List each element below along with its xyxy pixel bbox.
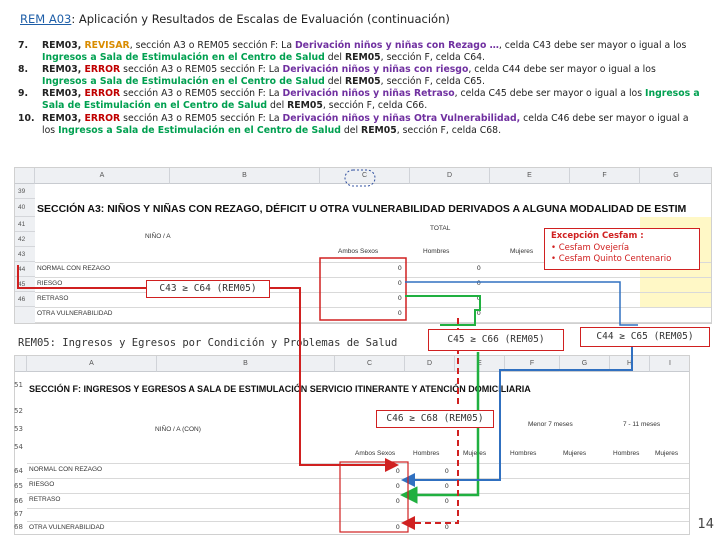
header-menor-7-meses: Menor 7 meses <box>528 421 573 428</box>
cell-d65[interactable]: 0 <box>445 483 449 490</box>
header-sub: Hombres <box>613 450 640 457</box>
col-header-f[interactable]: F <box>570 168 640 184</box>
header-nino: NIÑO / A (CON) <box>155 426 201 433</box>
rule-text: Derivación niños y niñas con riesgo <box>282 64 469 76</box>
rule-text: , celda C43 debe ser mayor o igual a los <box>498 40 687 51</box>
section-a3-title: SECCIÓN A3: NIÑOS Y NIÑAS CON REZAGO, DÉFICIT U OTRA VULNERABILIDAD DERIVADOS A ALGUNA MODALIDAD DE ESTIM <box>37 203 687 215</box>
cell-c68[interactable]: 0 <box>396 524 400 531</box>
rule-text: ERROR <box>84 112 121 124</box>
row-header[interactable]: 44 <box>15 262 35 277</box>
rule-text: del <box>267 100 288 112</box>
rule-text: ERROR <box>84 64 121 76</box>
header-sub: Mujeres <box>655 450 679 457</box>
cell-d68[interactable]: 0 <box>445 524 449 531</box>
row-header[interactable]: 39 <box>15 184 35 199</box>
rule-text: REM05 <box>344 52 381 64</box>
rule-text: REM03, <box>42 88 85 100</box>
header-sub: Hombres <box>510 450 537 457</box>
col-header-a[interactable]: A <box>35 168 170 184</box>
rule-text: ERROR <box>84 88 121 100</box>
row-label-rezago: NORMAL CON REZAGO <box>29 466 103 473</box>
exception-item: • Cesfam Ovejería <box>551 242 630 253</box>
row-header[interactable]: 65 <box>14 482 23 490</box>
col-header-g[interactable]: G <box>640 168 712 184</box>
header-hombres: Hombres <box>413 450 440 457</box>
col-header-f[interactable]: F <box>505 356 560 372</box>
exception-item: • Cesfam Quinto Centenario <box>551 254 672 264</box>
row-label-rezago: NORMAL CON REZAGO <box>37 265 111 272</box>
col-header-g[interactable]: G <box>560 356 610 372</box>
rule-text: REM05 <box>287 100 323 112</box>
rule-text: Derivación niños y niñas Retraso <box>282 88 455 100</box>
col-header-c[interactable]: C <box>335 356 405 372</box>
row-label-riesgo: RIESGO <box>37 280 63 287</box>
cell-d45[interactable]: 0 <box>477 295 481 302</box>
arrow-c45 <box>405 296 480 325</box>
rule-text: Ingresos a Sala de Estimulación en el Centro de Salud <box>58 124 341 136</box>
header-ambos-sexos: Ambos Sexos <box>338 248 379 255</box>
rule-text: , sección F, celda C68. <box>396 124 502 136</box>
rule-text: celda C46 debe ser mayor o igual a los <box>42 112 689 136</box>
cell-d43[interactable]: 0 <box>477 265 481 272</box>
arrow-c43 <box>18 265 148 288</box>
arrow-c46-c68 <box>405 430 458 523</box>
col-header-i[interactable]: I <box>650 356 690 372</box>
col-header-h[interactable]: H <box>610 356 650 372</box>
col-header-d[interactable]: D <box>405 356 455 372</box>
rule-text: REVISAR <box>84 40 130 51</box>
highlight-box <box>320 258 406 320</box>
rule-number: 8. <box>18 64 29 76</box>
cell-d66[interactable]: 0 <box>445 498 449 505</box>
col-header-e[interactable]: E <box>490 168 570 184</box>
row-header[interactable]: 46 <box>15 292 35 307</box>
row-header[interactable]: 40 <box>15 199 35 217</box>
rule-text: sección A3 o REM05 sección F: La <box>120 88 283 100</box>
arrow-c43-c64 <box>268 288 395 465</box>
cell-c46[interactable]: 0 <box>398 310 402 317</box>
rule-text: Ingresos a Sala de Estimulación en el Centro de Salud <box>42 88 700 112</box>
rule-number: 10. <box>18 112 35 124</box>
header-mujeres: Mujeres <box>510 248 534 255</box>
rule-text: REM03, <box>42 40 85 51</box>
cell-d64[interactable]: 0 <box>445 468 449 475</box>
col-header-a[interactable]: A <box>27 356 157 372</box>
header-sub: Mujeres <box>563 450 587 457</box>
rem-code-link[interactable]: REM A03 <box>20 12 72 26</box>
rule-text: REM03, <box>42 64 85 76</box>
header-7-11-meses: 7 - 11 meses <box>623 421 661 428</box>
rule-text: , celda C44 debe ser mayor o igual a los <box>468 64 656 76</box>
page-title-text: : Aplicación y Resultados de Escalas de Evaluación (continuación) <box>71 12 450 26</box>
callout-c46: C46 ≥ C68 (REM05) <box>376 410 494 428</box>
rule-number: 9. <box>18 88 29 100</box>
col-header-b[interactable]: B <box>170 168 320 184</box>
header-ambos-sexos: Ambos Sexos <box>355 450 396 457</box>
callout-c45: C45 ≥ C66 (REM05) <box>428 329 564 351</box>
rule-text: Ingresos a Sala de Estimulación en el Centro de Salud <box>42 76 325 88</box>
cell-c66[interactable]: 0 <box>396 498 400 505</box>
row-header[interactable]: 43 <box>15 247 35 262</box>
row-header[interactable]: 45 <box>15 277 35 292</box>
row-header[interactable]: 66 <box>14 497 23 505</box>
row-header[interactable]: 67 <box>14 510 23 518</box>
row-label-retraso: RETRASO <box>37 295 69 302</box>
row-header[interactable]: 52 <box>14 407 23 415</box>
row-label-otra-vulnerabilidad: OTRA VULNERABILIDAD <box>37 310 113 317</box>
cell-d44[interactable]: 0 <box>477 280 481 287</box>
cell-d46[interactable]: 0 <box>477 310 481 317</box>
row-label-riesgo: RIESGO <box>29 481 55 488</box>
col-header-d[interactable]: D <box>410 168 490 184</box>
highlight-col-c <box>345 170 375 186</box>
rule-text: , celda C45 debe ser mayor o igual a los <box>454 88 646 100</box>
rule-text: , sección F, celda C64. <box>380 52 485 64</box>
rem05-heading: REM05: Ingresos y Egresos por Condición y Problemas de Salud <box>18 337 398 349</box>
row-header[interactable]: 51 <box>14 381 23 389</box>
rule-text: , sección F, celda C65. <box>380 76 485 88</box>
header-nino: NIÑO / A <box>145 233 171 240</box>
cell-c45[interactable]: 0 <box>398 295 402 302</box>
rule-text: del <box>324 76 345 88</box>
exception-title: Excepción Cesfam : <box>551 231 644 241</box>
rule-text: Ingresos a Sala de Estimulación en el Centro de Salud <box>42 52 325 64</box>
rule-number: 7. <box>18 40 29 51</box>
row-label-retraso: RETRASO <box>29 496 61 503</box>
callout-c44: C44 ≥ C65 (REM05) <box>580 327 710 347</box>
cell-c44[interactable]: 0 <box>398 280 402 287</box>
arrow-c44 <box>405 282 638 325</box>
rule-text: del <box>324 52 345 64</box>
rule-text: REM03, <box>42 112 85 124</box>
col-header-b[interactable]: B <box>157 356 335 372</box>
col-header-c[interactable]: C <box>320 168 410 184</box>
section-f-title: SECCIÓN F: INGRESOS Y EGRESOS A SALA DE ESTIMULACIÓN SERVICIO ITINERANTE Y ATENCIÓN DOMICILIARIA <box>29 384 531 394</box>
cell-c64[interactable]: 0 <box>396 468 400 475</box>
rule-text: REM05 <box>361 124 397 136</box>
rule-text: , sección F, celda C66. <box>322 100 428 112</box>
rule-text: sección A3 o REM05 sección F: La <box>120 64 283 76</box>
row-header[interactable]: 41 <box>15 217 35 232</box>
rule-text: sección A3 o REM05 sección F: La <box>120 112 283 124</box>
row-header[interactable]: 54 <box>14 443 23 451</box>
cell-c65[interactable]: 0 <box>396 483 400 490</box>
page-number: 14 <box>697 517 714 532</box>
header-mujeres: Mujeres <box>463 450 487 457</box>
rule-text: REM05 <box>344 76 381 88</box>
col-header-e[interactable]: E <box>455 356 505 372</box>
cell-c43[interactable]: 0 <box>398 265 402 272</box>
callout-c43: C43 ≥ C64 (REM05) <box>146 280 270 298</box>
row-label-otra-vulnerabilidad: OTRA VULNERABILIDAD <box>29 524 105 531</box>
row-header[interactable]: 64 <box>14 467 23 475</box>
highlight-box-f <box>340 462 408 532</box>
rule-text: Derivación niños y niñas Otra Vulnerabilidad, <box>282 112 521 124</box>
header-hombres-sub: Hombres <box>423 248 450 255</box>
row-header[interactable]: 42 <box>15 232 35 247</box>
rule-text: , sección A3 o REM05 sección F: La <box>129 40 295 51</box>
rule-text: del <box>340 124 362 136</box>
header-total: TOTAL <box>430 225 451 232</box>
rule-text: Derivación niños y niñas con Rezago … <box>294 40 499 51</box>
row-header[interactable]: 68 <box>14 523 23 531</box>
row-header[interactable]: 53 <box>14 425 23 433</box>
